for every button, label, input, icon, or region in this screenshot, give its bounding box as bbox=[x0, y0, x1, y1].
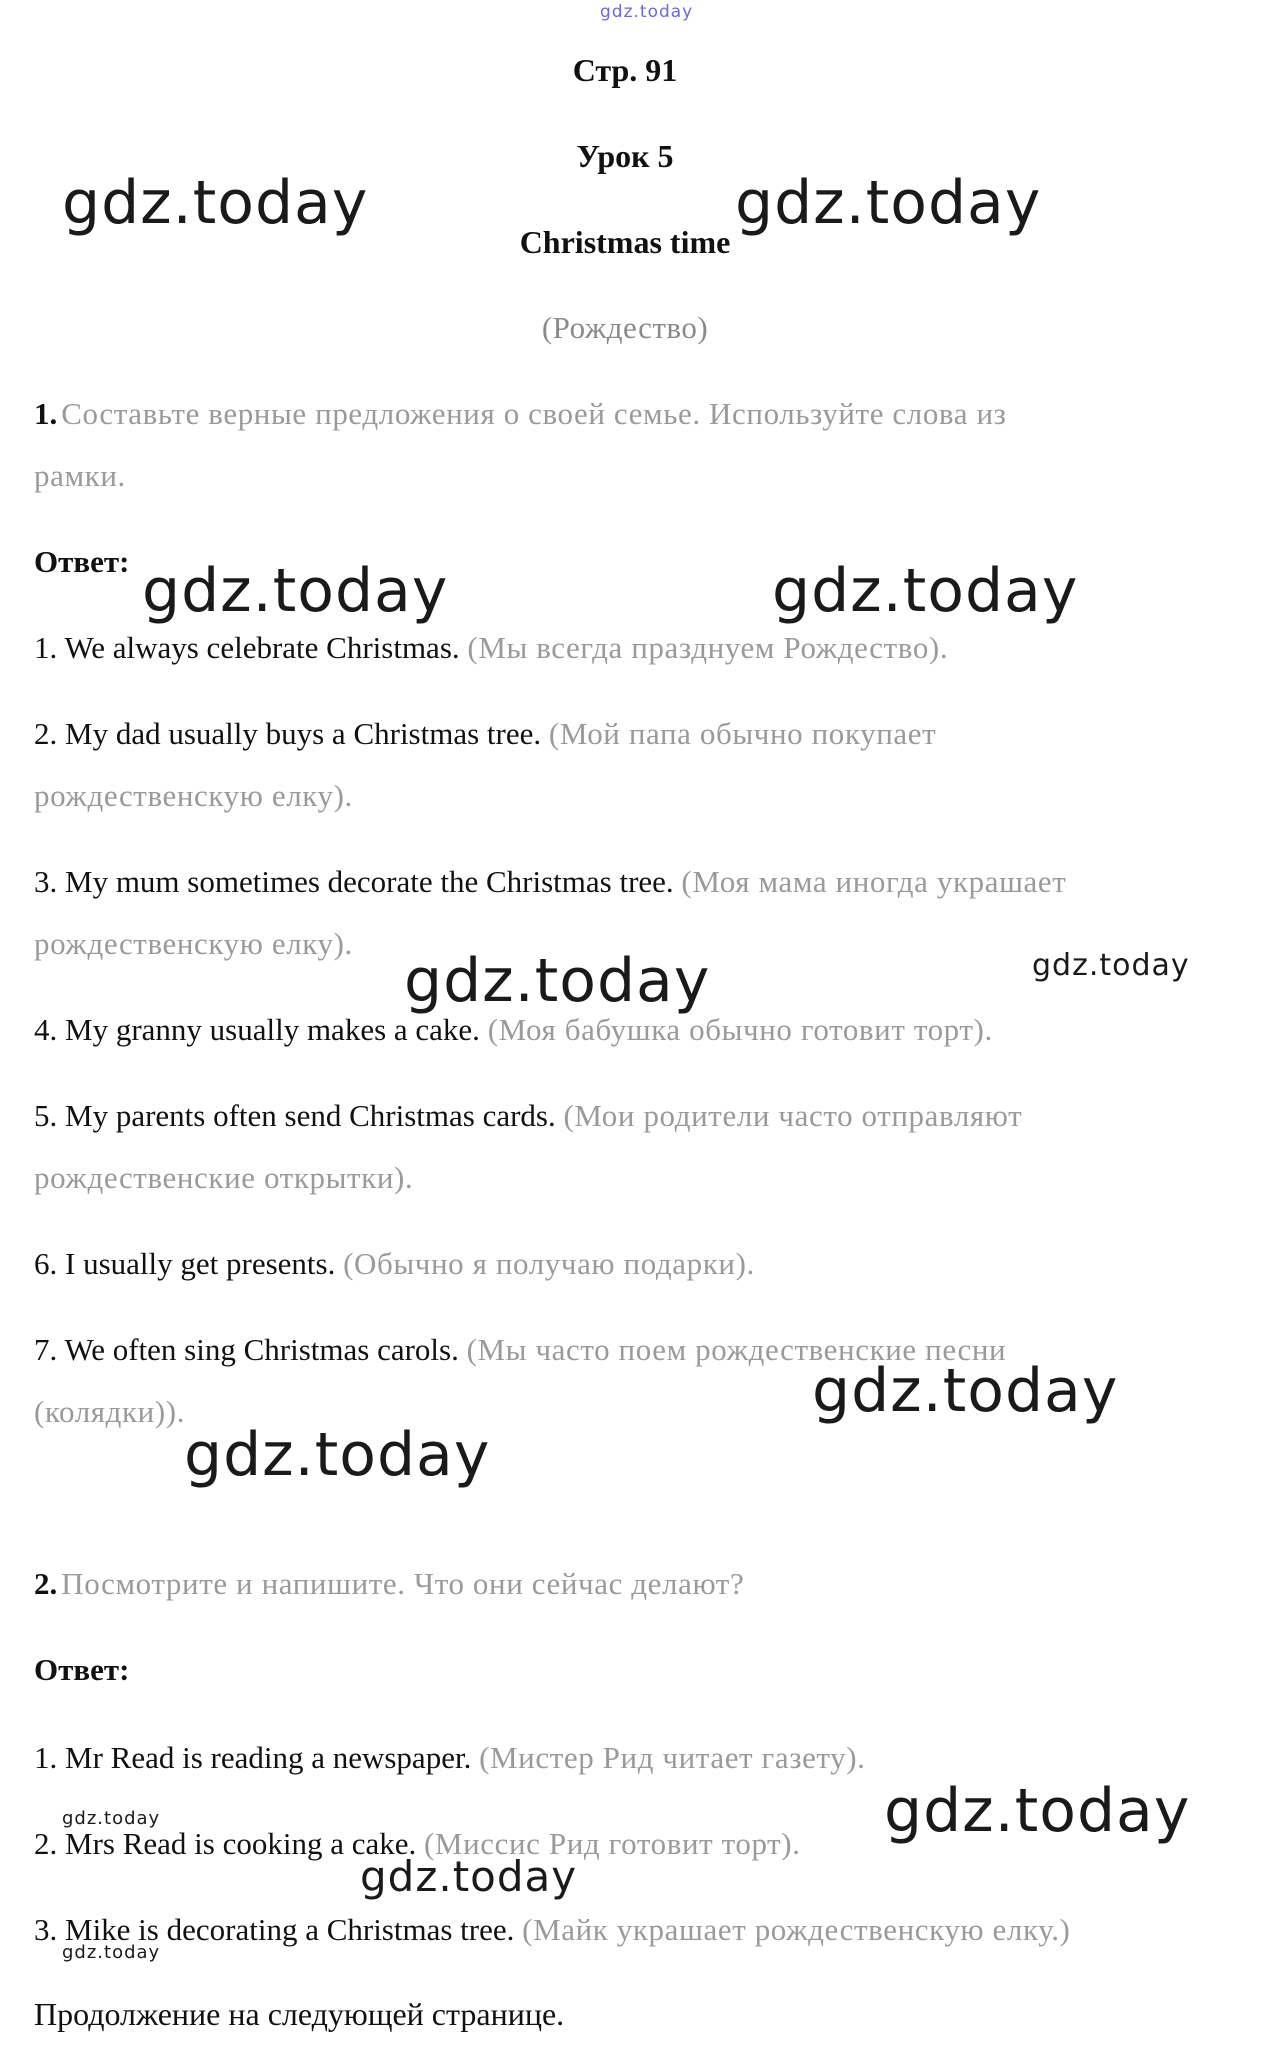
watermark: gdz.today bbox=[404, 946, 711, 1016]
exercise2-answer-label: Ответ: bbox=[34, 1652, 130, 1687]
watermark: gdz.today bbox=[62, 1808, 161, 1829]
exercise1-number: 1. bbox=[34, 396, 58, 431]
top-watermark: gdz.today bbox=[600, 2, 694, 22]
watermark: gdz.today bbox=[184, 1420, 491, 1490]
watermark: gdz.today bbox=[62, 1942, 161, 1963]
answer-line: 1. Mr Read is reading a newspaper. (Мистер Рид читает газету). bbox=[34, 1740, 866, 1775]
answer-line: 3. My mum sometimes decorate the Christmas tree. (Моя мама иногда украшает bbox=[34, 864, 1067, 899]
continuation-note: Продолжение на следующей странице. bbox=[34, 1996, 565, 2032]
answer-line-continued: рождественскую елку). bbox=[34, 926, 353, 961]
answer-line: 1. We always celebrate Christmas. (Мы всегда празднуем Рождество). bbox=[34, 630, 949, 665]
exercise2-task bbox=[34, 1566, 744, 1602]
exercise1-task-line2: рамки. bbox=[34, 458, 126, 493]
answer-line: 2. My dad usually buys a Christmas tree. (Мой папа обычно покупает bbox=[34, 716, 937, 751]
answer-line: 4. My granny usually makes a cake. (Моя бабушка обычно готовит торт). bbox=[34, 1012, 993, 1047]
answer-line-continued: рождественскую елку). bbox=[34, 778, 353, 813]
answer-line: 6. I usually get presents. (Обычно я получаю подарки). bbox=[34, 1246, 755, 1281]
exercise2-number: 2. bbox=[34, 1566, 58, 1601]
watermark: gdz.today bbox=[735, 168, 1042, 238]
exercise2-task-text: Посмотрите и напишите. Что они сейчас делают? bbox=[61, 1566, 745, 1601]
answer-line: 3. Mike is decorating a Christmas tree. (Майк украшает рождественскую елку.) bbox=[34, 1912, 1071, 1947]
watermark: gdz.today bbox=[142, 556, 449, 626]
page-label: Стр. 91 bbox=[572, 52, 678, 88]
lesson-title: Урок 5 bbox=[576, 138, 674, 174]
watermark: gdz.today bbox=[62, 168, 369, 238]
watermark: gdz.today bbox=[360, 1852, 578, 1901]
watermark: gdz.today bbox=[772, 556, 1079, 626]
answer-line-continued: (колядки)). bbox=[34, 1394, 186, 1429]
watermark: gdz.today bbox=[1032, 948, 1190, 983]
exercise1-task bbox=[34, 396, 1007, 432]
answer-line: 7. We often sing Christmas carols. (Мы часто поем рождественские песни bbox=[34, 1332, 1007, 1367]
answer-line: 5. My parents often send Christmas cards. (Мои родители часто отправляют bbox=[34, 1098, 1023, 1133]
exercise1-answer-label: Ответ: bbox=[34, 544, 130, 579]
answer-line: 2. Mrs Read is cooking a cake. (Миссис Рид готовит торт). bbox=[34, 1826, 801, 1861]
watermark: gdz.today bbox=[884, 1776, 1191, 1846]
watermark: gdz.today bbox=[812, 1356, 1119, 1426]
topic-title: Christmas time bbox=[519, 224, 731, 260]
exercise1-task-line1: Составьте верные предложения о своей семье. Используйте слова из bbox=[61, 396, 1007, 431]
answer-line-continued: рождественские открытки). bbox=[34, 1160, 414, 1195]
topic-translation: (Рождество) bbox=[541, 310, 709, 345]
